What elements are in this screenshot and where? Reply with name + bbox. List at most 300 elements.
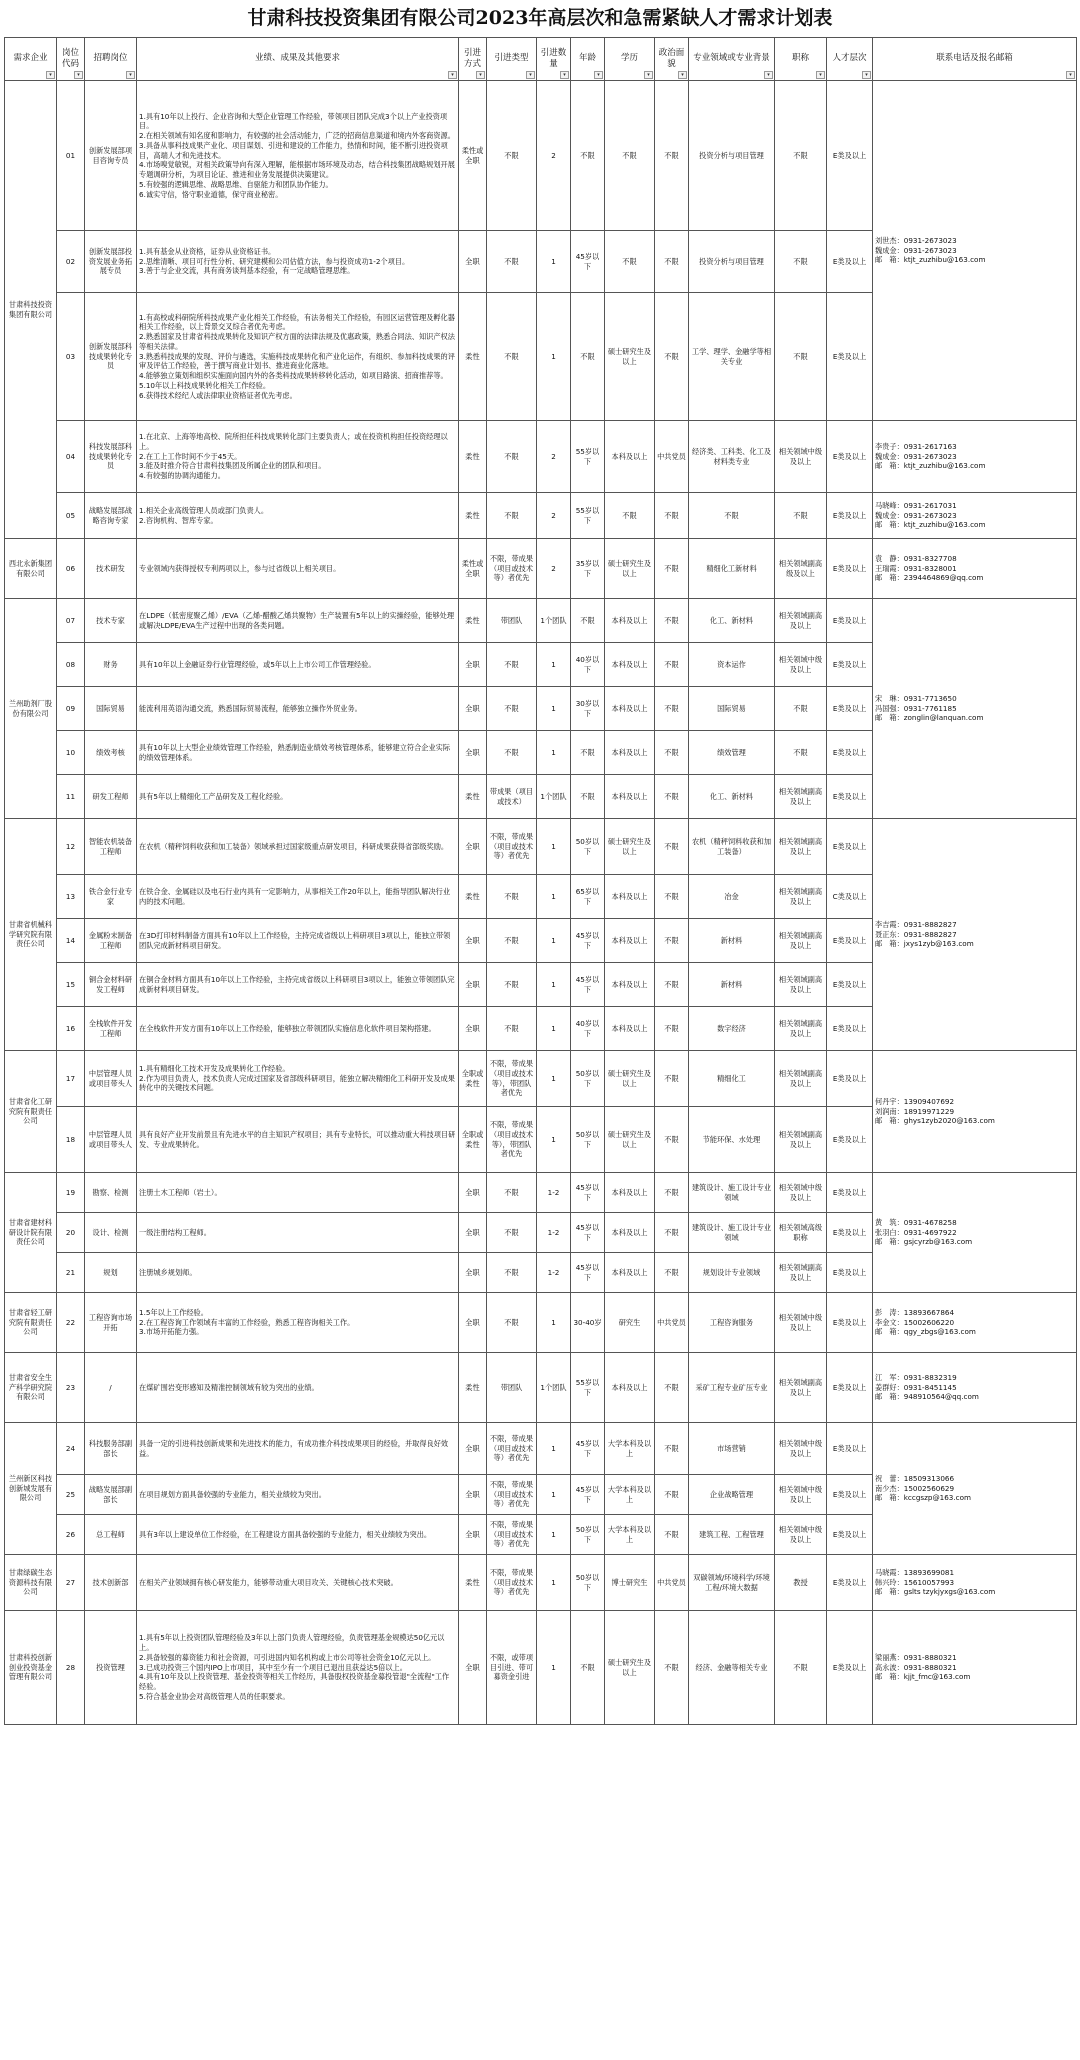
requirement-line: 具有良好产业开发前景且有先进水平的自主知识产权项目；具有专业特长，可以推动重大科技项目研发、专业成果转化。 (139, 1129, 456, 1149)
talent-level-cell: E类及以上 (827, 293, 873, 421)
major-cell: 采矿工程专业矿压专业 (689, 1353, 775, 1423)
professional-title-cell: 相关领域高级职称 (775, 1213, 827, 1253)
contact-cell: 祝 蕾：18509313066 南少杰：15002560629 邮 箱：kccgszp@163.com (873, 1423, 1077, 1555)
political-status-cell: 不限 (655, 1475, 689, 1515)
major-cell: 精细化工新材料 (689, 539, 775, 599)
requirement-line: 3.能及时推介符合甘肃科技集团及所属企业的团队和项目。 (139, 461, 326, 471)
requirements-cell (137, 539, 459, 599)
intro-mode-cell: 柔性 (459, 421, 487, 493)
political-status-cell: 不限 (655, 1007, 689, 1051)
requirement-line: 2.作为项目负责人，技术负责人完成过国家及省部级科研项目，能独立解决精细化工科研开发及成果转化中的关键技术问题。 (139, 1073, 455, 1093)
post-code-cell: 23 (57, 1353, 85, 1423)
education-cell: 硕士研究生及以上 (605, 1611, 655, 1725)
professional-title-cell: 相关领域副高及以上 (775, 963, 827, 1007)
post-code-cell: 12 (57, 819, 85, 875)
requirements-cell (137, 775, 459, 819)
intro-count-cell: 1 (537, 819, 571, 875)
post-name-cell: 全栈软件开发工程师 (85, 1007, 137, 1051)
post-code-cell: 06 (57, 539, 85, 599)
requirements-cell (137, 1253, 459, 1293)
professional-title-cell: 相关领域中级及以上 (775, 1293, 827, 1353)
education-cell: 硕士研究生及以上 (605, 819, 655, 875)
contact-cell: 李贵子：0931-2617163 魏成金：0931-2673023 邮 箱：ktjt_zuzhibu@163.com (873, 421, 1077, 493)
major-cell: 精细化工 (689, 1051, 775, 1107)
professional-title-cell: 相关领域副高级及以上 (775, 539, 827, 599)
requirement-line: 2.在相关领域有知名度和影响力，有较强的社会活动能力，广泛的招商信息渠道和境内外客商资源。 (139, 131, 455, 141)
education-cell: 本科及以上 (605, 1007, 655, 1051)
post-name-cell: 创新发展部项目咨询专员 (85, 81, 137, 231)
requirement-line: 能流利用英语沟通交流，熟悉国际贸易流程，能够独立操作外贸业务。 (139, 703, 362, 713)
intro-mode-cell: 全职 (459, 1213, 487, 1253)
post-code-cell: 08 (57, 643, 85, 687)
intro-mode-cell: 全职 (459, 731, 487, 775)
professional-title-cell: 不限 (775, 293, 827, 421)
post-code-cell: 09 (57, 687, 85, 731)
intro-type-cell: 不限 (487, 81, 537, 231)
filter-dropdown-icon[interactable]: ▾ (526, 71, 535, 79)
requirements-cell (137, 731, 459, 775)
professional-title-cell: 相关领域副高及以上 (775, 819, 827, 875)
intro-mode-cell: 全职 (459, 687, 487, 731)
intro-count-cell: 1-2 (537, 1253, 571, 1293)
age-cell: 不限 (571, 775, 605, 819)
education-cell: 硕士研究生及以上 (605, 539, 655, 599)
requirement-line: 在铜合金材料方面具有10年以上工作经验，主持完成省级以上科研项目3项以上，能独立带领团队完成新材料项目研发。 (139, 974, 455, 994)
age-cell: 30岁以下 (571, 687, 605, 731)
talent-level-cell: E类及以上 (827, 1611, 873, 1725)
political-status-cell: 不限 (655, 1051, 689, 1107)
column-header-2 (85, 38, 137, 81)
talent-level-cell: E类及以上 (827, 1007, 873, 1051)
talent-level-cell: E类及以上 (827, 539, 873, 599)
intro-mode-cell: 柔性或全职 (459, 539, 487, 599)
filter-dropdown-icon[interactable]: ▾ (594, 71, 603, 79)
intro-type-cell: 不限 (487, 1293, 537, 1353)
company-cell: 西北永新集团有限公司 (5, 539, 57, 599)
intro-type-cell: 不限 (487, 643, 537, 687)
intro-mode-cell: 全职 (459, 1423, 487, 1475)
professional-title-cell: 相关领域副高及以上 (775, 1353, 827, 1423)
age-cell: 35岁以下 (571, 539, 605, 599)
requirements-cell (137, 1051, 459, 1107)
education-cell: 本科及以上 (605, 1213, 655, 1253)
political-status-cell: 不限 (655, 919, 689, 963)
political-status-cell: 不限 (655, 875, 689, 919)
intro-type-cell: 不限 (487, 231, 537, 293)
education-cell: 大学本科及以上 (605, 1423, 655, 1475)
requirement-line: 在农机（精秤饲料收获和加工装备）领域承担过国家级重点研发项目，科研成果获得省部级奖励。 (139, 841, 449, 851)
requirement-line: 2.咨询机构、智库专家。 (139, 515, 218, 525)
table-body (5, 81, 1077, 1725)
post-name-cell: 技术研发 (85, 539, 137, 599)
requirement-line: 注册土木工程师（岩土）。 (139, 1187, 222, 1197)
requirement-line: 1.具有5年以上投资团队管理经验及3年以上部门负责人管理经验，负责管理基金规模达50亿元以上。 (139, 1633, 445, 1653)
professional-title-cell: 不限 (775, 493, 827, 539)
intro-count-cell: 1-2 (537, 1173, 571, 1213)
post-code-cell: 18 (57, 1107, 85, 1173)
filter-dropdown-icon[interactable]: ▾ (1066, 71, 1075, 79)
intro-type-cell: 不限 (487, 875, 537, 919)
age-cell: 55岁以下 (571, 493, 605, 539)
intro-mode-cell: 全职 (459, 919, 487, 963)
table-row (5, 1293, 1077, 1353)
requirement-line: 3.已成功投资三个国内IPO上市项目，其中至少有一个项目已退出且获益达5倍以上。 (139, 1662, 407, 1672)
talent-level-cell: E类及以上 (827, 1475, 873, 1515)
age-cell: 50岁以下 (571, 1051, 605, 1107)
requirement-line: 在3D打印材料制备方面具有10年以上工作经验，主持完成省级以上科研项目3项以上，能独立带领团队完成新材料项目研发。 (139, 930, 451, 950)
education-cell: 大学本科及以上 (605, 1515, 655, 1555)
education-cell: 不限 (605, 81, 655, 231)
intro-count-cell: 1 (537, 963, 571, 1007)
political-status-cell: 不限 (655, 539, 689, 599)
post-name-cell: 投资管理 (85, 1611, 137, 1725)
column-header-label: 引进数量 (540, 47, 567, 69)
post-name-cell: 设计、检测 (85, 1213, 137, 1253)
table-row (5, 1353, 1077, 1423)
professional-title-cell: 相关领域副高及以上 (775, 1051, 827, 1107)
post-code-cell: 16 (57, 1007, 85, 1051)
contact-cell: 江 军：0931-8832319 姜群好：0931-8451145 邮 箱：948910564@qq.com (873, 1353, 1077, 1423)
filter-dropdown-icon[interactable]: ▾ (764, 71, 773, 79)
intro-type-cell: 不限，带成果（项目或技术等），带团队者优先 (487, 1107, 537, 1173)
professional-title-cell: 不限 (775, 731, 827, 775)
post-code-cell: 13 (57, 875, 85, 919)
requirement-line: 2.熟悉国家及甘肃省科技成果转化及知识产权方面的法律法规及优惠政策，熟悉合同法、知识产权法等相关法律。 (139, 332, 455, 351)
post-name-cell: 总工程师 (85, 1515, 137, 1555)
talent-level-cell: E类及以上 (827, 1555, 873, 1611)
filter-dropdown-icon[interactable]: ▾ (678, 71, 687, 79)
education-cell: 本科及以上 (605, 1173, 655, 1213)
talent-level-cell: E类及以上 (827, 599, 873, 643)
intro-type-cell: 不限，带成果（项目或技术等）者优先 (487, 1475, 537, 1515)
post-name-cell: 工程咨询市场开拓 (85, 1293, 137, 1353)
filter-dropdown-icon[interactable]: ▾ (816, 71, 825, 79)
age-cell: 45岁以下 (571, 1253, 605, 1293)
political-status-cell: 不限 (655, 81, 689, 231)
talent-level-cell: E类及以上 (827, 919, 873, 963)
post-name-cell: 勘察、检测 (85, 1173, 137, 1213)
political-status-cell: 不限 (655, 1213, 689, 1253)
company-cell: 甘肃省化工研究院有限责任公司 (5, 1051, 57, 1173)
company-cell: 甘肃省安全生产科学研究院有限公司 (5, 1353, 57, 1423)
column-header-label: 学历 (620, 53, 638, 64)
requirement-line: 具备一定的引进科技创新成果和先进技术的能力，有成功推介科技成果项目的经验，并取得良好效益。 (139, 1438, 449, 1458)
talent-level-cell: E类及以上 (827, 1051, 873, 1107)
intro-type-cell: 不限 (487, 1253, 537, 1293)
intro-mode-cell: 全职 (459, 643, 487, 687)
post-name-cell: 铁合金行业专家 (85, 875, 137, 919)
major-cell: 规划设计专业领域 (689, 1253, 775, 1293)
table-header-row (5, 38, 1077, 81)
age-cell: 45岁以下 (571, 1213, 605, 1253)
post-code-cell: 22 (57, 1293, 85, 1353)
column-header-label: 招聘岗位 (93, 53, 128, 64)
major-cell: 节能环保、水处理 (689, 1107, 775, 1173)
requirement-line: 1.相关企业高级管理人员或部门负责人。 (139, 505, 269, 515)
contact-cell: 何丹宇：13909407692 刘润南：18919971229 邮 箱：ghys1zyb2020@163.com (873, 1051, 1077, 1173)
column-header-label: 引进方式 (463, 47, 481, 69)
professional-title-cell: 教授 (775, 1555, 827, 1611)
intro-count-cell: 1 (537, 1293, 571, 1353)
political-status-cell: 不限 (655, 775, 689, 819)
column-header-label: 联系电话及报名邮箱 (936, 53, 1013, 64)
major-cell: 化工、新材料 (689, 775, 775, 819)
political-status-cell: 不限 (655, 731, 689, 775)
filter-dropdown-icon[interactable]: ▾ (644, 71, 653, 79)
intro-count-cell: 1 (537, 1423, 571, 1475)
post-code-cell: 15 (57, 963, 85, 1007)
requirements-cell (137, 1611, 459, 1725)
requirement-line: 1.5年以上工作经验。 (139, 1307, 208, 1317)
document-title: 甘肃科技投资集团有限公司2023年高层次和急需紧缺人才需求计划表 (247, 7, 833, 29)
major-cell: 经济类、工科类、化工及材料类专业 (689, 421, 775, 493)
requirements-cell (137, 493, 459, 539)
intro-mode-cell: 柔性 (459, 599, 487, 643)
post-code-cell: 27 (57, 1555, 85, 1611)
age-cell: 45岁以下 (571, 1173, 605, 1213)
table-row (5, 1611, 1077, 1725)
political-status-cell: 不限 (655, 1423, 689, 1475)
education-cell: 硕士研究生及以上 (605, 1051, 655, 1107)
professional-title-cell: 相关领域副高及以上 (775, 875, 827, 919)
column-header-1 (57, 38, 85, 81)
post-code-cell: 26 (57, 1515, 85, 1555)
requirements-cell (137, 599, 459, 643)
intro-count-cell: 2 (537, 81, 571, 231)
major-cell: 投资分析与项目管理 (689, 81, 775, 231)
requirement-line: 具有3年以上建设单位工作经验，在工程建设方面具备较强的专业能力，相关业绩较为突出。 (139, 1529, 432, 1539)
column-header-11 (775, 38, 827, 81)
filter-dropdown-icon[interactable]: ▾ (74, 71, 83, 79)
post-code-cell: 28 (57, 1611, 85, 1725)
requirement-line: 1.具有精细化工技术开发及成果转化工作经验。 (139, 1063, 290, 1073)
intro-mode-cell: 全职 (459, 1007, 487, 1051)
requirements-cell (137, 643, 459, 687)
table-row (5, 819, 1077, 875)
contact-cell: 黄 筑：0931-4678258 张羽白：0931-4697922 邮 箱：gsjcyrzb@163.com (873, 1173, 1077, 1293)
intro-mode-cell: 全职 (459, 1253, 487, 1293)
post-name-cell: 中层管理人员或项目带头人 (85, 1107, 137, 1173)
column-header-5 (487, 38, 537, 81)
post-name-cell: / (85, 1353, 137, 1423)
requirement-line: 2.思维清晰、项目可行性分析、研究建模和公司估值方法，参与投资成功1-2个项目。 (139, 256, 410, 266)
filter-dropdown-icon[interactable]: ▾ (862, 71, 871, 79)
post-code-cell: 03 (57, 293, 85, 421)
intro-type-cell: 不限，带成果（项目或技术等）者优先 (487, 1423, 537, 1475)
requirements-cell (137, 1213, 459, 1253)
major-cell: 新材料 (689, 963, 775, 1007)
major-cell: 企业战略管理 (689, 1475, 775, 1515)
political-status-cell: 不限 (655, 293, 689, 421)
column-header-label: 专业领域或专业背景 (693, 53, 770, 64)
filter-dropdown-icon[interactable]: ▾ (476, 71, 485, 79)
major-cell: 建筑设计、施工设计专业领域 (689, 1173, 775, 1213)
political-status-cell: 不限 (655, 687, 689, 731)
talent-level-cell: E类及以上 (827, 1423, 873, 1475)
company-cell: 甘肃科投创新创业投资基金管理有限公司 (5, 1611, 57, 1725)
political-status-cell: 不限 (655, 1515, 689, 1555)
post-name-cell: 研发工程师 (85, 775, 137, 819)
post-name-cell: 创新发展部投资发展业务拓展专员 (85, 231, 137, 293)
education-cell: 本科及以上 (605, 1253, 655, 1293)
filter-dropdown-icon[interactable]: ▾ (126, 71, 135, 79)
intro-mode-cell: 柔性 (459, 775, 487, 819)
filter-dropdown-icon[interactable]: ▾ (46, 71, 55, 79)
post-name-cell: 国际贸易 (85, 687, 137, 731)
age-cell: 40岁以下 (571, 1007, 605, 1051)
professional-title-cell: 不限 (775, 687, 827, 731)
requirement-line: 6.获得技术经纪人或法律职业资格证者优先考虑。 (139, 390, 297, 400)
requirement-line: 1.有高校或科研院所科技成果产业化相关工作经验，有法务相关工作经验，有园区运营管理及孵化器相关工作经验，以上背景交叉综合者优先考虑。 (139, 312, 455, 332)
company-cell: 兰州新区科技创新城发展有限公司 (5, 1423, 57, 1555)
requirement-line: 一级注册结构工程师。 (139, 1227, 211, 1237)
column-header-label: 需求企业 (13, 53, 48, 64)
intro-type-cell: 不限，带成果（项目或技术等）者优先 (487, 539, 537, 599)
major-cell: 国际贸易 (689, 687, 775, 731)
major-cell: 建筑工程、工程管理 (689, 1515, 775, 1555)
requirement-line: 6.诚实守信，恪守职业道德，保守商业秘密。 (139, 189, 283, 199)
education-cell: 本科及以上 (605, 875, 655, 919)
intro-type-cell: 不限 (487, 1173, 537, 1213)
education-cell: 本科及以上 (605, 775, 655, 819)
intro-count-cell: 1 (537, 1107, 571, 1173)
age-cell: 45岁以下 (571, 919, 605, 963)
political-status-cell: 不限 (655, 819, 689, 875)
post-code-cell: 25 (57, 1475, 85, 1515)
requirements-cell (137, 1353, 459, 1423)
company-cell: 甘肃绿碳生态资源科技有限公司 (5, 1555, 57, 1611)
political-status-cell: 不限 (655, 599, 689, 643)
intro-count-cell: 2 (537, 421, 571, 493)
talent-level-cell: E类及以上 (827, 819, 873, 875)
talent-level-cell: E类及以上 (827, 231, 873, 293)
requirements-cell (137, 1107, 459, 1173)
requirement-line: 3.熟悉科技成果的发现、评价与遴选，实施科技成果转化和产业化运作，有组织、参加科技成果的评审及评估工作经验，善于撰写商业计划书、推进商业化落地。 (139, 351, 455, 371)
contact-cell: 袁 静：0931-8327708 王瑞霞：0931-8328001 邮 箱：2394464869@qq.com (873, 539, 1077, 599)
intro-count-cell: 1-2 (537, 1213, 571, 1253)
column-header-7 (571, 38, 605, 81)
intro-mode-cell: 全职 (459, 1293, 487, 1353)
filter-dropdown-icon[interactable]: ▾ (560, 71, 569, 79)
talent-level-cell: E类及以上 (827, 643, 873, 687)
intro-type-cell: 不限，带成果（项目或技术等），带团队者优先 (487, 1051, 537, 1107)
political-status-cell: 不限 (655, 1353, 689, 1423)
requirement-line: 在铁合金、金属硅以及电石行业内具有一定影响力，从事相关工作20年以上，能指导团队解决行业内的技术问题。 (139, 886, 451, 906)
requirements-cell (137, 1475, 459, 1515)
intro-count-cell: 1 (537, 687, 571, 731)
requirement-line: 4.市场嗅觉敏锐，对相关政策导向有深入理解，能根据市场环境及动态，结合科技集团战略规划开展专题调研分析，为项目论证、推进和业务发展提供决策建议。 (139, 160, 455, 180)
post-code-cell: 05 (57, 493, 85, 539)
talent-level-cell: E类及以上 (827, 493, 873, 539)
intro-count-cell: 2 (537, 539, 571, 599)
major-cell: 双碳领域/环境科学/环境工程/环境大数据 (689, 1555, 775, 1611)
company-cell: 甘肃省机械科学研究院有限责任公司 (5, 819, 57, 1051)
requirement-line: 在LDPE（低密度聚乙烯）/EVA（乙烯-醋酸乙烯共聚物）生产装置有5年以上的实操经验，能够处理或解决LDPE/EVA生产过程中出现的各类问题。 (139, 610, 455, 630)
contact-cell: 宋 琳：0931-7713650 冯国强：0931-7761185 邮 箱：zonglin@lanquan.com (873, 599, 1077, 819)
requirement-line: 2.具备较强的募资能力和社会资源，可引进国内知名机构或上市公司等社会资金10亿元以上。 (139, 1652, 436, 1662)
intro-type-cell: 带成果（项目或技术） (487, 775, 537, 819)
intro-count-cell: 1 (537, 875, 571, 919)
post-name-cell: 科技服务部副部长 (85, 1423, 137, 1475)
professional-title-cell: 相关领域副高及以上 (775, 919, 827, 963)
talent-level-cell: E类及以上 (827, 731, 873, 775)
post-code-cell: 21 (57, 1253, 85, 1293)
table-row (5, 539, 1077, 599)
intro-mode-cell: 全职 (459, 1475, 487, 1515)
talent-level-cell: C类及以上 (827, 875, 873, 919)
requirements-cell (137, 1423, 459, 1475)
talent-level-cell: E类及以上 (827, 1293, 873, 1353)
post-code-cell: 17 (57, 1051, 85, 1107)
column-header-label: 业绩、成果及其他要求 (254, 53, 340, 64)
post-code-cell: 11 (57, 775, 85, 819)
intro-mode-cell: 柔性 (459, 1555, 487, 1611)
intro-count-cell: 1 (537, 1475, 571, 1515)
requirements-cell (137, 1007, 459, 1051)
column-header-label: 引进类型 (494, 53, 529, 64)
intro-count-cell: 1 (537, 231, 571, 293)
intro-type-cell: 不限，带成果（项目或技术等）者优先 (487, 1515, 537, 1555)
talent-level-cell: E类及以上 (827, 1515, 873, 1555)
column-header-label: 人才层次 (832, 53, 867, 64)
requirements-cell (137, 81, 459, 231)
filter-dropdown-icon[interactable]: ▾ (448, 71, 457, 79)
major-cell: 农机（精秤饲料收获和加工装备） (689, 819, 775, 875)
table-row (5, 1555, 1077, 1611)
professional-title-cell: 相关领域副高及以上 (775, 599, 827, 643)
requirement-line: 在项目规划方面具备较强的专业能力，相关业绩较为突出。 (139, 1489, 326, 1499)
age-cell: 30-40岁 (571, 1293, 605, 1353)
age-cell: 45岁以下 (571, 1475, 605, 1515)
political-status-cell: 不限 (655, 1253, 689, 1293)
talent-level-cell: E类及以上 (827, 1173, 873, 1213)
requirements-cell (137, 1555, 459, 1611)
intro-type-cell: 不限 (487, 1213, 537, 1253)
age-cell: 50岁以下 (571, 819, 605, 875)
requirements-cell (137, 687, 459, 731)
intro-type-cell: 不限 (487, 687, 537, 731)
column-header-label: 岗位代码 (61, 47, 79, 69)
requirements-cell (137, 1293, 459, 1353)
education-cell: 本科及以上 (605, 643, 655, 687)
requirement-line: 4.具有10年及以上投资管理、基金投资等相关工作经历，具备股权投资基金募投管退"全流程"工作经验。 (139, 1672, 450, 1692)
age-cell: 不限 (571, 1611, 605, 1725)
contact-cell: 彭 涛：13893667864 李金文：15002606220 邮 箱：qgy_zbgs@163.com (873, 1293, 1077, 1353)
education-cell: 本科及以上 (605, 599, 655, 643)
talent-level-cell: E类及以上 (827, 1253, 873, 1293)
intro-type-cell: 不限 (487, 731, 537, 775)
post-name-cell: 财务 (85, 643, 137, 687)
column-header-10 (689, 38, 775, 81)
education-cell: 不限 (605, 231, 655, 293)
table-row (5, 421, 1077, 493)
requirement-line: 2.在工上工作时间不少于45天。 (139, 451, 242, 461)
requirement-line: 在煤矿围岩变形感知及精准控制领域有较为突出的业绩。 (139, 1382, 319, 1392)
intro-type-cell: 不限 (487, 421, 537, 493)
intro-type-cell: 不限 (487, 963, 537, 1007)
education-cell: 博士研究生 (605, 1555, 655, 1611)
table-row (5, 1173, 1077, 1213)
major-cell: 工程咨询服务 (689, 1293, 775, 1353)
professional-title-cell: 相关领域中级及以上 (775, 1475, 827, 1515)
post-code-cell: 10 (57, 731, 85, 775)
contact-cell: 马晓霞：13893699081 韩兴玲：15610057993 邮 箱：gslts tzykjyxgs@163.com (873, 1555, 1077, 1611)
education-cell: 本科及以上 (605, 421, 655, 493)
major-cell: 资本运作 (689, 643, 775, 687)
column-header-label: 年龄 (578, 53, 596, 64)
education-cell: 研究生 (605, 1293, 655, 1353)
education-cell: 硕士研究生及以上 (605, 1107, 655, 1173)
